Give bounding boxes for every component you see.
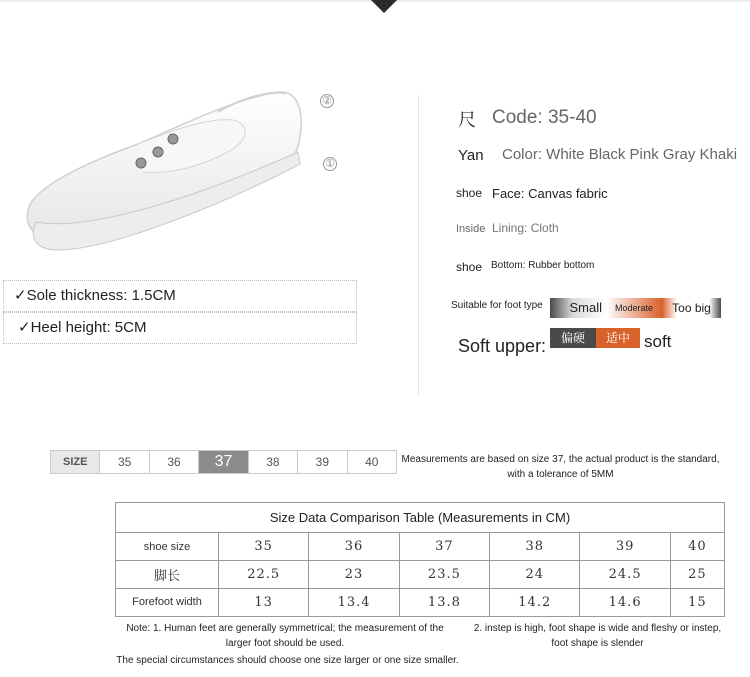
table-cell: 22.5 — [219, 561, 309, 589]
table-cell: 23.5 — [399, 561, 489, 589]
upper-scale — [550, 328, 640, 348]
row-header-forefoot-width: Forefoot width — [116, 589, 219, 617]
column-divider — [418, 95, 419, 395]
heel-height-box — [3, 312, 357, 344]
table-cell: 35 — [219, 533, 309, 561]
table-cell: 37 — [399, 533, 489, 561]
table-cell: 36 — [309, 533, 399, 561]
lining-key: Inside — [456, 223, 486, 235]
size-option-35[interactable]: 35 — [100, 451, 149, 473]
fit-scale — [550, 298, 721, 318]
table-cell: 40 — [670, 533, 724, 561]
note-one: Note: 1. Human feet are generally symmetrical; the measurement of the larger foot should be used. — [126, 623, 444, 649]
size-option-37-selected[interactable]: 37 — [199, 451, 248, 473]
heel-height-text: ✓Heel height: 5CM — [18, 319, 147, 336]
table-caption: Size Data Comparison Table (Measurements in CM) — [116, 503, 725, 533]
table-cell: 14.2 — [490, 589, 580, 617]
row-header-foot-length: 脚长 — [116, 561, 219, 589]
marker-one: ① — [323, 157, 337, 171]
color-value: Color: White Black Pink Gray Khaki — [502, 146, 738, 163]
table-cell: 38 — [490, 533, 580, 561]
code-key: 尺 — [458, 110, 476, 130]
note-two: 2. instep is high, foot shape is wide and fleshy or instep, foot shape is slender — [473, 623, 722, 649]
table-cell: 13 — [219, 589, 309, 617]
size-bar — [50, 450, 397, 474]
bottom-value: Bottom: Rubber bottom — [491, 260, 595, 271]
size-option-38[interactable]: 38 — [249, 451, 298, 473]
table-cell: 39 — [580, 533, 670, 561]
upper-option-hard: 偏硬 — [550, 328, 596, 348]
face-key: shoe — [456, 186, 483, 200]
row-header-shoe-size: shoe size — [116, 533, 219, 561]
sole-thickness-text: ✓Sole thickness: 1.5CM — [14, 287, 176, 304]
table-cell: 25 — [670, 561, 724, 589]
fit-option-too-big: Too big — [662, 298, 721, 318]
sole-thickness-box — [3, 280, 357, 312]
upper-label: Soft upper: — [458, 336, 547, 356]
table-cell: 24 — [490, 561, 580, 589]
size-option-39[interactable]: 39 — [298, 451, 347, 473]
upper-option-moderate: 适中 — [596, 328, 640, 348]
table-cell: 24.5 — [580, 561, 670, 589]
face-value: Face: Canvas fabric — [492, 186, 608, 201]
table-row — [116, 533, 725, 561]
table-cell: 13.4 — [309, 589, 399, 617]
note-three: The special circumstances should choose one size larger or one size smaller. — [116, 655, 459, 666]
fit-option-small: Small — [550, 298, 606, 318]
arrow-down-icon — [371, 0, 397, 13]
table-cell: 14.6 — [580, 589, 670, 617]
fit-label: Suitable for foot type — [451, 300, 543, 311]
code-value: Code: 35-40 — [492, 107, 597, 128]
table-row — [116, 561, 725, 589]
size-option-36[interactable]: 36 — [150, 451, 199, 473]
table-row — [116, 589, 725, 617]
fit-option-moderate: Moderate — [606, 298, 662, 318]
size-comparison-table — [115, 502, 725, 617]
color-key: Yan — [458, 147, 484, 164]
table-cell: 13.8 — [399, 589, 489, 617]
table-cell: 23 — [309, 561, 399, 589]
upper-end-label: soft — [644, 332, 672, 351]
size-option-40[interactable]: 40 — [365, 455, 379, 469]
size-bar-note: Measurements are based on size 37, the actual product is the standard, with a tolerance of 5MM — [401, 454, 720, 480]
marker-two: ② — [320, 94, 334, 108]
size-bar-label: SIZE — [51, 451, 100, 473]
lining-value: Lining: Cloth — [492, 221, 559, 235]
shoe-illustration — [18, 82, 308, 257]
table-cell: 15 — [670, 589, 724, 617]
bottom-key: shoe — [456, 260, 483, 274]
